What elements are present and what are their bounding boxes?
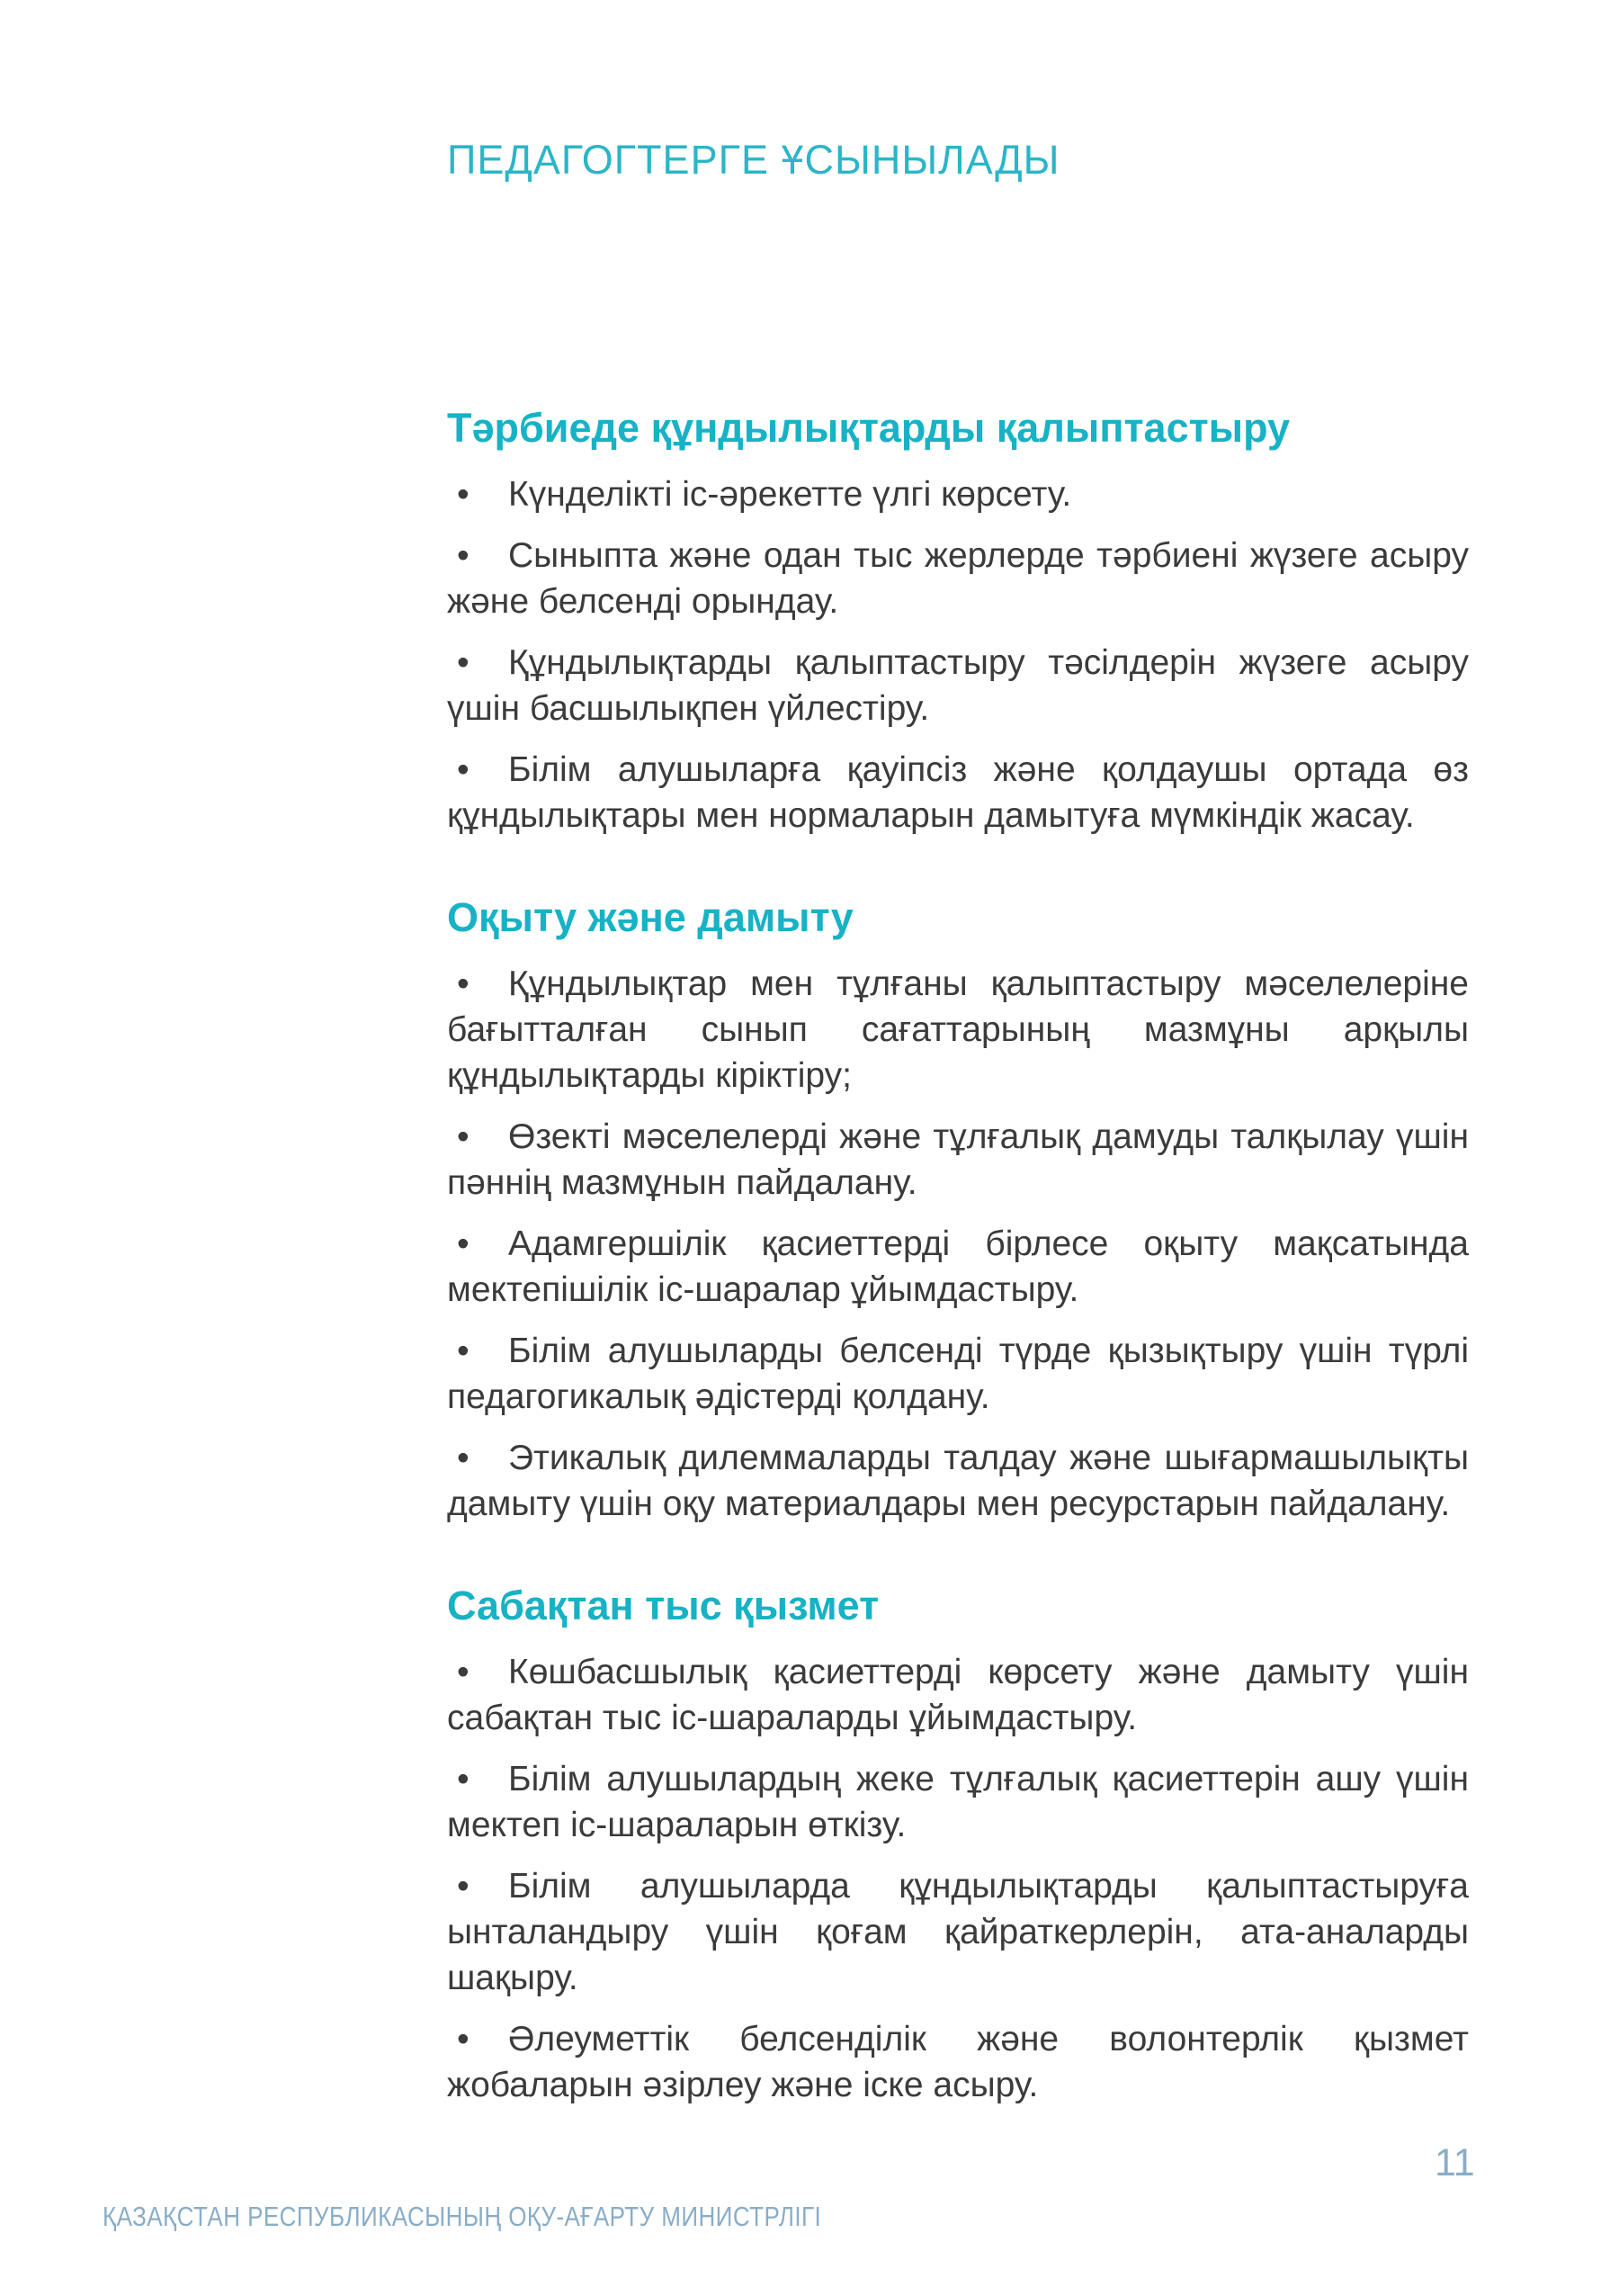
- bullet-text: Сыныпта және одан тыс жерлерде тәрбиені жүзеге асыру және белсенді орындау.: [447, 536, 1469, 621]
- section-heading: Сабақтан тыс қызмет: [447, 1583, 880, 1628]
- bullet-item: [447, 1435, 1469, 1527]
- bullet-text: Құндылықтарды қалыптастыру тәсілдерін жүзеге асыру үшін басшылықпен үйлестіру.: [447, 643, 1469, 728]
- bullet-item: [447, 1863, 1469, 2001]
- bullet-item: [447, 961, 1469, 1099]
- bullet-item: [447, 1328, 1469, 1420]
- bullet-dot-icon: •: [457, 1760, 470, 1798]
- section-heading: Оқыту және дамыту: [447, 894, 854, 940]
- page-title: ПЕДАГОГТЕРГЕ ҰСЫНЫЛАДЫ: [447, 137, 1060, 183]
- bullet-dot-icon: •: [457, 1867, 470, 1906]
- bullet-text: Этикалық дилеммаларды талдау және шығармашылықты дамыту үшін оқу материалдары мен ресурстарын пайдалану.: [447, 1439, 1469, 1523]
- section: [447, 405, 1469, 839]
- bullet-item: [447, 2016, 1469, 2108]
- footer-ministry-label: ҚАЗАҚСТАН РЕСПУБЛИКАСЫНЫҢ ОҚУ-АҒАРТУ МИНИСТРЛІГІ: [103, 2201, 822, 2232]
- bullet-item: [447, 640, 1469, 731]
- bullet-dot-icon: •: [457, 1653, 470, 1691]
- bullet-text: Әлеуметтік белсенділік және волонтерлік қызмет жобаларын әзірлеу және іске асыру.: [447, 2020, 1469, 2104]
- bullet-dot-icon: •: [457, 536, 470, 575]
- bullet-text: Білім алушыларда құндылықтарды қалыптастыруға ынталандыру үшін қоғам қайраткерлерін, ата-аналарды шақыру.: [447, 1867, 1469, 1997]
- bullet-text: Білім алушылардың жеке тұлғалық қасиеттерін ашу үшін мектеп іс-шараларын өткізу.: [447, 1760, 1469, 1844]
- bullet-item: [447, 1756, 1469, 1848]
- bullet-dot-icon: •: [457, 1117, 470, 1156]
- content-column: [447, 137, 1469, 2108]
- bullet-item: [447, 1221, 1469, 1313]
- bullet-item: [447, 533, 1469, 624]
- bullet-dot-icon: •: [457, 1332, 470, 1370]
- bullet-text: Күнделікті іс-әрекетте үлгі көрсету.: [508, 475, 1072, 514]
- bullet-text: Өзекті мәселелерді және тұлғалық дамуды талқылау үшін пәннің мазмұнын пайдалану.: [447, 1117, 1469, 1202]
- bullet-item: [447, 747, 1469, 839]
- bullet-dot-icon: •: [457, 2020, 470, 2058]
- bullet-dot-icon: •: [457, 964, 470, 1003]
- bullet-text: Адамгершілік қасиеттерді бірлесе оқыту мақсатында мектепішілік іс-шаралар ұйымдастыру.: [447, 1224, 1469, 1309]
- section: [447, 1583, 1469, 2108]
- bullet-dot-icon: •: [457, 750, 470, 789]
- bullet-dot-icon: •: [457, 475, 470, 514]
- bullet-dot-icon: •: [457, 1224, 470, 1263]
- section-heading: Тәрбиеде құндылықтарды қалыптастыру: [447, 405, 1291, 451]
- bullet-item: [447, 471, 1469, 517]
- bullet-item: [447, 1649, 1469, 1741]
- bullet-text: Білім алушыларды белсенді түрде қызықтыру үшін түрлі педагогикалық әдістерді қолдану.: [447, 1332, 1469, 1416]
- bullet-text: Көшбасшылық қасиеттерді көрсету және дамыту үшін сабақтан тыс іс-шараларды ұйымдастыру.: [447, 1653, 1469, 1737]
- bullet-text: Білім алушыларға қауіпсіз және қолдаушы ортада өз құндылықтары мен нормаларын дамытуға мүмкіндік жасау.: [447, 750, 1469, 835]
- bullet-text: Құндылықтар мен тұлғаны қалыптастыру мәселелеріне бағытталған сынып сағаттарының мазмұны арқылы құндылықтарды кіріктіру;: [447, 964, 1469, 1095]
- bullet-dot-icon: •: [457, 1439, 470, 1477]
- section: [447, 894, 1469, 1527]
- bullet-dot-icon: •: [457, 643, 470, 682]
- bullet-item: [447, 1114, 1469, 1206]
- sections-container: [447, 405, 1469, 2108]
- page-number: 11: [1435, 2141, 1475, 2184]
